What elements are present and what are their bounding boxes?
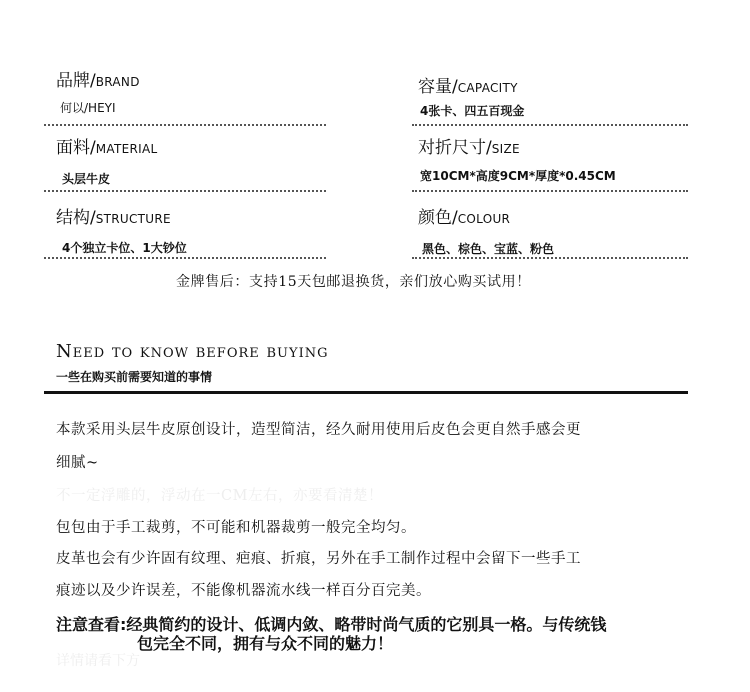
notice-subheading: 一些在购买前需要知道的事情 <box>56 370 213 384</box>
paragraph-line: 皮革也会有少许固有纹理、疤痕、折痕，另外在手工制作过程中会留下一些手工 <box>56 551 581 567</box>
colour-label-en: COLOUR <box>457 212 511 226</box>
brand-label-en: BRAND <box>95 75 140 89</box>
brand-label-cn: 品牌/ <box>56 71 96 91</box>
faded-paragraph-line: 不一定浮雕的，浮动在一CM左右，亦要看清楚！ <box>56 488 383 504</box>
section-divider <box>44 391 688 394</box>
size-label <box>418 133 520 158</box>
divider <box>412 124 688 126</box>
material-label <box>56 133 157 158</box>
material-label-cn: 面料/ <box>56 138 96 158</box>
divider <box>44 257 326 259</box>
colour-label <box>418 203 510 228</box>
colour-value: 黑色、棕色、宝蓝、粉色 <box>422 242 555 256</box>
structure-label-cn: 结构/ <box>56 208 96 228</box>
divider <box>44 190 326 192</box>
capacity-label <box>418 72 518 97</box>
note-text: 经典简约的设计、低调内敛、略带时尚气质的它别具一格。与传统钱 <box>126 615 607 634</box>
size-label-cn: 对折尺寸/ <box>418 138 492 158</box>
brand-value: 何以/HEYI <box>60 101 116 115</box>
paragraph-line: 包包由于手工裁剪，不可能和机器裁剪一般完全均匀。 <box>56 520 416 536</box>
structure-label <box>56 203 171 228</box>
paragraph-line: 本款采用头层牛皮原创设计，造型简洁，经久耐用使用后皮色会更自然手感会更 <box>56 422 581 438</box>
size-label-en: SIZE <box>491 142 520 156</box>
divider <box>412 257 688 259</box>
colour-label-cn: 颜色/ <box>418 208 458 228</box>
note-label: 注意查看: <box>56 615 127 634</box>
notice-heading: Need to know before buying <box>56 341 329 362</box>
structure-label-en: STRUCTURE <box>95 212 171 226</box>
brand-label <box>56 66 140 91</box>
capacity-label-cn: 容量/ <box>418 77 458 97</box>
paragraph-line: 细腻~ <box>56 455 99 471</box>
material-value: 头层牛皮 <box>62 172 111 186</box>
structure-value: 4个独立卡位、1大钞位 <box>62 241 187 255</box>
size-value: 宽10CM*高度9CM*厚度*0.45CM <box>420 169 616 183</box>
after-sales-text: 金牌售后：支持15天包邮退换货，亲们放心购买试用！ <box>176 274 531 290</box>
paragraph-line: 痕迹以及少许误差，不能像机器流水线一样百分百完美。 <box>56 583 431 599</box>
note-text-continued: 包完全不同，拥有与众不同的魅力！ <box>137 634 394 653</box>
divider <box>44 124 326 126</box>
divider <box>412 190 688 192</box>
capacity-label-en: CAPACITY <box>457 81 518 95</box>
faded-tail-text: 详情请看下方 <box>56 653 140 669</box>
material-label-en: MATERIAL <box>95 142 158 156</box>
capacity-value: 4张卡、四五百现金 <box>420 104 525 118</box>
